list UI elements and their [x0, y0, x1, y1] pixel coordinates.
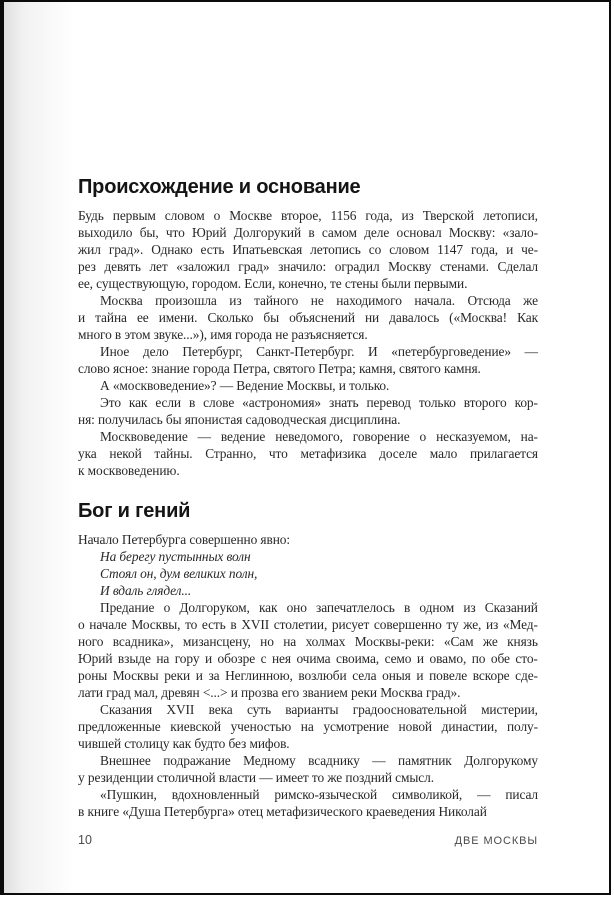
text-line: в книге «Душа Петербурга» отец метафизического краеведения Николай	[78, 804, 487, 819]
text-line: рез девять лет «заложил град» значило: оградил Москву стенами. Сделал	[78, 259, 538, 274]
text-line: у резиденции столичной власти — имеет то же поздний смысл.	[78, 770, 434, 785]
text-line: ука некой тайны. Странно, что метафизика доселе мало прилагается	[78, 446, 538, 461]
text-line: А «москвоведение»? — Ведение Москвы, и только.	[100, 378, 390, 393]
text-line: и тайна ее имени. Сколько бы объяснений ни давалось («Москва! Как	[78, 310, 538, 325]
text-column	[78, 176, 538, 820]
text-line: выходило бы, что Юрий Долгорукий в самом деле основал Москву: «зало-	[78, 225, 538, 240]
page-number: 10	[78, 833, 92, 847]
verse-line: На берегу пустынных волн	[100, 549, 251, 564]
body-paragraph	[78, 377, 538, 394]
verse-line: И вдаль глядел...	[100, 583, 192, 598]
body-paragraph	[78, 428, 538, 479]
text-line: Внешнее подражание Медному всаднику — памятник Долгорукому	[100, 753, 538, 768]
text-line: много в этом звуке...»), имя города не разъясняется.	[78, 327, 368, 342]
text-line: Москвоведение — ведение неведомого, говорение о несказуемом, на-	[100, 429, 538, 444]
text-line: Это как если в слове «астрономия» знать перевод только второго кор-	[100, 395, 538, 410]
scan-shading	[4, 2, 74, 895]
text-line: Будь первым словом о Москве второе, 1156 года, из Тверской летописи,	[78, 208, 538, 223]
body-paragraph	[78, 343, 538, 377]
body-paragraph	[78, 599, 538, 701]
body-paragraph	[78, 531, 538, 548]
text-line: ня: получилась бы японистая садоводческая дисциплина.	[78, 412, 401, 427]
text-line: роны Москвы реки и за Неглинною, возлюби села оныя и повеле вскоре сде-	[78, 668, 538, 683]
body-paragraph	[78, 207, 538, 292]
page-footer	[78, 833, 538, 847]
text-line: Юрий взыде на гору и обозре с нея очима своима, семо и овамо, по обе сто-	[78, 651, 538, 666]
body-paragraph	[78, 701, 538, 752]
text-line: «Пушкин, вдохновленный римско-языческой символикой, — писал	[100, 787, 538, 802]
text-line: чившей столицу как будто без мифов.	[78, 736, 290, 751]
verse-block	[78, 548, 538, 599]
text-line: ного всадника», мизансцену, но на холмах Москвы-реки: «Сам же князь	[78, 634, 538, 649]
text-line: ее, существующую, городом. Если, конечно, те стены были первыми.	[78, 276, 468, 291]
text-line: о начале Москвы, то есть в XVII столетии, рисует совершенно ту же, из «Мед-	[78, 617, 538, 632]
text-line: Начало Петербурга совершенно явно:	[78, 532, 290, 547]
text-line: Предание о Долгоруком, как оно запечатлелось в одном из Сказаний	[100, 600, 538, 615]
text-line: жил град». Однако есть Ипатьевская летопись со словом 1147 года, и че-	[78, 242, 538, 257]
text-line: к москвоведению.	[78, 463, 180, 478]
section-heading: Бог и гений	[78, 500, 191, 522]
body-paragraph	[78, 752, 538, 786]
text-line: Иное дело Петербург, Санкт-Петербург. И «петербурговедение» —	[100, 344, 538, 359]
text-line: Москва произошла из тайного не находимого начала. Отсюда же	[100, 293, 538, 308]
body-paragraph	[78, 394, 538, 428]
text-line: Сказания XVII века суть варианты градоосновательной мистерии,	[100, 702, 538, 717]
text-line: лати град мал, древян <...> и прозва его званием реки Москва град».	[78, 685, 461, 700]
verse-line: Стоял он, дум великих полн,	[100, 566, 258, 581]
text-line: слово ясное: знание города Петра, святого Петра; камня, святого камня.	[78, 361, 481, 376]
section-heading: Происхождение и основание	[78, 176, 361, 198]
body-paragraph	[78, 786, 538, 820]
body-paragraph	[78, 292, 538, 343]
text-line: предложенные киевской ученостью на усмотрение новой династии, полу-	[78, 719, 538, 734]
running-title: ДВЕ МОСКВЫ	[454, 835, 538, 847]
